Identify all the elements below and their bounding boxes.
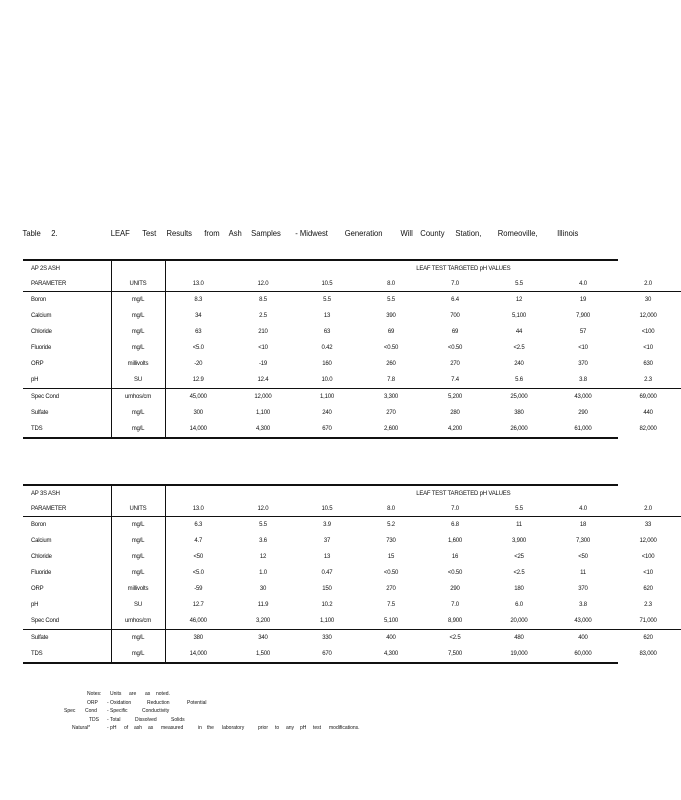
- value-cell: 19: [579, 297, 587, 303]
- value-cell: 4,300: [383, 651, 398, 657]
- note-word: measured: [161, 725, 184, 731]
- parameter-cell: Fluoride: [31, 345, 52, 351]
- note-word: are: [129, 691, 137, 697]
- value-cell: 43,000: [551, 389, 615, 406]
- units-cell: mg/L: [111, 630, 165, 647]
- value-cell: 6.4: [451, 297, 459, 303]
- parameter-cell: Calcium: [31, 313, 52, 319]
- note-word: Natural*: [72, 725, 91, 731]
- table-row: [23, 292, 681, 309]
- results-table-ap2s: [23, 259, 657, 439]
- sample-label: AP 2S ASH: [31, 265, 60, 272]
- note-word: Units: [110, 691, 122, 697]
- value-cell: 5.5: [259, 522, 267, 528]
- column-header-row: [23, 276, 681, 292]
- value-cell: 270: [450, 361, 460, 367]
- value-cell: 2.5: [259, 313, 267, 319]
- value-cell: 290: [578, 410, 588, 416]
- note-word: modifications.: [329, 725, 360, 731]
- note-word: in: [198, 725, 202, 731]
- note-word: the: [207, 725, 214, 731]
- value-cell: 26,000: [510, 426, 528, 432]
- value-cell: 5.2: [387, 522, 395, 528]
- value-cell: 18: [579, 522, 587, 528]
- value-cell: 6.3: [194, 522, 203, 528]
- value-cell: <0.50: [447, 345, 463, 351]
- note-word: Solids: [171, 716, 185, 723]
- value-cell: <50: [578, 554, 588, 560]
- value-cell: 61,000: [574, 426, 592, 432]
- value-cell: 4,200: [447, 426, 462, 432]
- ph-column-header: 5.5: [487, 276, 551, 292]
- value-cell: 33: [644, 522, 652, 528]
- value-cell: 3.8: [579, 602, 587, 608]
- value-cell: 160: [322, 361, 332, 367]
- value-cell: 1,500: [255, 651, 270, 657]
- note-word: ORP: [87, 699, 98, 706]
- value-cell: 15: [387, 554, 395, 560]
- value-cell: <0.50: [383, 570, 399, 576]
- value-cell: -19: [258, 361, 268, 367]
- units-cell: mg/L: [111, 421, 165, 437]
- parameter-cell: Boron: [31, 297, 47, 303]
- caption-word: Results: [166, 228, 193, 238]
- units-cell: mg/L: [111, 340, 165, 356]
- ph-column-header: 12.0: [231, 501, 295, 517]
- caption-word: from: [204, 228, 220, 238]
- value-cell: 0.47: [321, 570, 333, 576]
- table-row: [23, 340, 681, 356]
- parameter-cell: Chloride: [31, 329, 52, 335]
- note-word: pH: [300, 725, 307, 731]
- value-cell: <5.0: [192, 570, 204, 576]
- value-cell: 16: [451, 554, 459, 560]
- units-cell: mg/L: [111, 565, 165, 581]
- value-cell: 7.5: [387, 602, 395, 608]
- table-row: [23, 308, 681, 324]
- table-row: [23, 597, 681, 613]
- units-cell: umhos/cm: [111, 389, 165, 406]
- value-cell: 10.2: [321, 602, 333, 608]
- note-word: Reduction: [147, 699, 170, 706]
- value-cell: 12: [259, 554, 267, 560]
- value-cell: 7.0: [451, 602, 459, 608]
- value-cell: 7.4: [451, 377, 459, 383]
- note-word: TDS: [89, 716, 99, 723]
- value-cell: <10: [643, 570, 653, 576]
- note-word: as: [148, 725, 154, 731]
- value-cell: 400: [551, 630, 615, 647]
- value-cell: 5.6: [515, 377, 523, 383]
- value-cell: 3,300: [359, 389, 423, 406]
- parameter-cell: pH: [31, 377, 39, 383]
- caption-table-number: 2.: [51, 228, 58, 238]
- value-cell: 2.3: [644, 377, 652, 383]
- table-header-row: [23, 486, 681, 501]
- value-cell: 670: [322, 651, 332, 657]
- value-cell: 290: [450, 586, 460, 592]
- value-cell: 69: [451, 329, 459, 335]
- value-cell: 34: [195, 313, 202, 319]
- value-cell: 12.4: [257, 377, 269, 383]
- value-cell: <25: [514, 554, 524, 560]
- value-cell: 5.5: [323, 297, 331, 303]
- value-cell: 370: [578, 586, 588, 592]
- value-cell: 8.5: [259, 297, 267, 303]
- value-cell: 13: [323, 554, 331, 560]
- value-cell: 12,000: [231, 389, 295, 406]
- value-cell: 5.5: [387, 297, 395, 303]
- parameter-cell: ORP: [31, 586, 44, 592]
- units-spacer: [111, 261, 165, 276]
- column-header-row: [23, 501, 681, 517]
- value-cell: 670: [322, 426, 332, 432]
- value-cell: <100: [641, 329, 655, 335]
- value-cell: 63: [323, 329, 331, 335]
- note-word: Cond: [85, 708, 97, 714]
- value-cell: 240: [322, 410, 332, 416]
- value-cell: 69: [387, 329, 395, 335]
- value-cell: 480: [487, 630, 551, 647]
- note-word: ash: [134, 725, 143, 731]
- parameter-header: PARAMETER: [23, 276, 111, 292]
- value-cell: 270: [386, 410, 396, 416]
- table-row: [23, 372, 681, 389]
- ph-column-header: 4.0: [551, 276, 615, 292]
- note-word: Dissolved: [135, 716, 157, 723]
- ph-column-header: 12.0: [231, 276, 295, 292]
- caption-word: Romeoville,: [497, 228, 538, 238]
- value-cell: 210: [258, 329, 268, 335]
- parameter-header: PARAMETER: [23, 501, 111, 517]
- units-cell: mg/L: [111, 405, 165, 421]
- units-cell: millivolts: [111, 356, 165, 372]
- value-cell: 37: [323, 538, 331, 544]
- value-cell: 1,100: [255, 410, 270, 416]
- value-cell: 25,000: [487, 389, 551, 406]
- units-cell: SU: [111, 597, 165, 613]
- value-cell: 270: [386, 586, 396, 592]
- value-cell: 340: [231, 630, 295, 647]
- ph-column-header: 7.0: [423, 501, 487, 517]
- value-cell: 3.6: [259, 538, 267, 544]
- caption-table-label: Table: [22, 228, 41, 238]
- value-cell: 14,000: [189, 651, 207, 657]
- value-cell: 1,600: [447, 538, 462, 544]
- value-cell: 83,000: [639, 651, 657, 657]
- value-cell: 19,000: [510, 651, 528, 657]
- value-cell: 4.7: [194, 538, 203, 544]
- caption-word: County: [420, 228, 445, 238]
- caption-word: Test: [142, 228, 157, 238]
- ph-column-header: 10.5: [295, 276, 359, 292]
- value-cell: <2.5: [513, 570, 525, 576]
- table-row: [23, 324, 681, 340]
- value-cell: <50: [193, 554, 204, 560]
- note-word: - Specific: [107, 708, 128, 714]
- value-cell: 700: [450, 313, 460, 319]
- table-row: [23, 533, 681, 549]
- value-cell: 46,000: [189, 618, 207, 624]
- value-cell: 30: [644, 297, 652, 303]
- parameter-cell: Fluoride: [31, 570, 52, 576]
- value-cell: 69,000: [615, 389, 681, 406]
- value-cell: 380: [165, 630, 231, 647]
- value-cell: 440: [643, 410, 653, 416]
- note-word: to: [275, 725, 280, 731]
- group-header: LEAF TEST TARGETED pH VALUES: [416, 265, 511, 272]
- units-cell: mg/L: [111, 308, 165, 324]
- caption-word: Illinois: [557, 228, 579, 238]
- value-cell: 7,300: [575, 538, 590, 544]
- value-cell: 63: [195, 329, 202, 335]
- note-word: Potential: [187, 699, 207, 706]
- value-cell: 7.8: [387, 377, 395, 383]
- value-cell: -59: [194, 586, 203, 592]
- parameter-cell: Sulfate: [31, 410, 49, 416]
- value-cell: 8.3: [194, 297, 203, 303]
- value-cell: 6.8: [451, 522, 459, 528]
- value-cell: 13: [323, 313, 331, 319]
- table-row: [23, 630, 681, 647]
- caption-word: Ash: [228, 228, 242, 238]
- caption-word: LEAF: [110, 228, 130, 238]
- value-cell: <0.50: [447, 570, 463, 576]
- value-cell: <10: [643, 345, 653, 351]
- caption-word: Generation: [344, 228, 383, 238]
- ph-column-header: 2.0: [615, 501, 681, 517]
- table-row: [23, 646, 681, 662]
- value-cell: 730: [386, 538, 396, 544]
- value-cell: 260: [386, 361, 396, 367]
- value-cell: 60,000: [574, 651, 592, 657]
- value-cell: 4,300: [255, 426, 270, 432]
- value-cell: <100: [641, 554, 655, 560]
- value-cell: 82,000: [639, 426, 657, 432]
- table-row: [23, 549, 681, 565]
- ph-column-header: 2.0: [615, 276, 681, 292]
- value-cell: 5,200: [423, 389, 487, 406]
- units-header: UNITS: [111, 276, 165, 292]
- units-cell: millivolts: [111, 581, 165, 597]
- note-word: as: [145, 691, 151, 697]
- ph-column-header: 7.0: [423, 276, 487, 292]
- parameter-cell: Spec Cond: [23, 389, 111, 406]
- note-word: any: [286, 725, 295, 731]
- ph-column-header: 5.5: [487, 501, 551, 517]
- caption-word: Station,: [455, 228, 482, 238]
- value-cell: 1,100: [295, 389, 359, 406]
- table-caption: [0, 228, 579, 242]
- value-cell: 43,000: [574, 618, 592, 624]
- note-word: of: [124, 725, 129, 731]
- sample-label: AP 3S ASH: [31, 490, 60, 497]
- units-spacer: [111, 486, 165, 501]
- table-row: [23, 613, 681, 630]
- value-cell: 300: [193, 410, 203, 416]
- parameter-cell: Calcium: [31, 538, 52, 544]
- value-cell: 3.8: [579, 377, 587, 383]
- units-cell: mg/L: [111, 517, 165, 534]
- value-cell: 370: [578, 361, 588, 367]
- units-cell: mg/L: [111, 549, 165, 565]
- units-cell: mg/L: [111, 292, 165, 309]
- value-cell: 71,000: [639, 618, 657, 624]
- value-cell: 3,900: [511, 538, 526, 544]
- parameter-cell: TDS: [31, 651, 43, 657]
- value-cell: 180: [514, 586, 524, 592]
- value-cell: 57: [579, 329, 587, 335]
- table-header-row: [23, 261, 681, 276]
- value-cell: 11.9: [257, 602, 269, 608]
- caption-word: Samples: [251, 228, 281, 238]
- note-word: Conductivity: [142, 708, 170, 714]
- value-cell: 330: [295, 630, 359, 647]
- value-cell: 12: [515, 297, 523, 303]
- value-cell: <5.0: [192, 345, 204, 351]
- units-cell: SU: [111, 372, 165, 389]
- value-cell: 1.0: [259, 570, 267, 576]
- note-word: test: [313, 725, 322, 731]
- value-cell: 7,500: [447, 651, 462, 657]
- value-cell: 390: [386, 313, 396, 319]
- ph-column-header: 13.0: [165, 501, 231, 517]
- value-cell: 2.3: [644, 602, 652, 608]
- group-header: LEAF TEST TARGETED pH VALUES: [416, 490, 511, 497]
- value-cell: 280: [450, 410, 460, 416]
- value-cell: 30: [259, 586, 267, 592]
- value-cell: 12.9: [192, 377, 204, 383]
- parameter-cell: Sulfate: [23, 630, 111, 647]
- caption-word: Will: [400, 228, 413, 238]
- value-cell: <10: [258, 345, 268, 351]
- value-cell: 44: [515, 329, 523, 335]
- parameter-cell: Boron: [31, 522, 47, 528]
- value-cell: 400: [359, 630, 423, 647]
- parameter-cell: Chloride: [31, 554, 52, 560]
- note-word: Notes:: [87, 691, 102, 697]
- value-cell: 0.42: [321, 345, 333, 351]
- caption-word: - Midwest: [295, 228, 328, 238]
- value-cell: 3.9: [323, 522, 331, 528]
- value-cell: 5,100: [511, 313, 526, 319]
- units-cell: mg/L: [111, 533, 165, 549]
- note-word: prior: [258, 725, 269, 731]
- value-cell: 630: [643, 361, 653, 367]
- table-row: [23, 517, 681, 534]
- units-header: UNITS: [111, 501, 165, 517]
- value-cell: 1,100: [319, 618, 334, 624]
- value-cell: <10: [578, 345, 588, 351]
- value-cell: 20,000: [510, 618, 528, 624]
- table-row: [23, 421, 681, 437]
- value-cell: 12,000: [639, 313, 657, 319]
- value-cell: 150: [322, 586, 332, 592]
- ph-column-header: 8.0: [359, 276, 423, 292]
- table-row: [23, 356, 681, 372]
- units-cell: mg/L: [111, 646, 165, 662]
- table-row: [23, 565, 681, 581]
- value-cell: 10.0: [321, 377, 333, 383]
- value-cell: 11: [580, 570, 586, 576]
- value-cell: 45,000: [165, 389, 231, 406]
- parameter-cell: pH: [31, 602, 39, 608]
- value-cell: <0.50: [383, 345, 399, 351]
- note-word: - pH: [107, 725, 117, 731]
- ph-column-header: 13.0: [165, 276, 231, 292]
- note-word: - Total: [107, 716, 121, 723]
- results-table-ap3s: [23, 484, 657, 664]
- note-word: laboratory: [222, 725, 245, 731]
- note-word: noted.: [156, 691, 170, 697]
- parameter-cell: ORP: [31, 361, 44, 367]
- table-row: [23, 405, 681, 421]
- ph-column-header: 4.0: [551, 501, 615, 517]
- units-cell: umhos/cm: [111, 613, 165, 630]
- parameter-cell: TDS: [31, 426, 43, 432]
- value-cell: 6.0: [515, 602, 523, 608]
- table-row: [23, 389, 681, 406]
- note-word: Spec: [64, 708, 76, 714]
- value-cell: 240: [514, 361, 524, 367]
- value-cell: 8,900: [447, 618, 462, 624]
- value-cell: 12,000: [639, 538, 657, 544]
- value-cell: <2.5: [423, 630, 487, 647]
- value-cell: <2.5: [513, 345, 525, 351]
- value-cell: -20: [194, 361, 203, 367]
- value-cell: 620: [643, 586, 653, 592]
- parameter-cell: Spec Cond: [31, 618, 59, 624]
- table-row: [23, 581, 681, 597]
- ph-column-header: 10.5: [295, 501, 359, 517]
- value-cell: 620: [615, 630, 681, 647]
- value-cell: 3,200: [255, 618, 270, 624]
- note-word: - Oxidation: [107, 699, 132, 706]
- value-cell: 11: [516, 522, 522, 528]
- value-cell: 7,900: [575, 313, 590, 319]
- value-cell: 12.7: [192, 602, 204, 608]
- value-cell: 5,100: [383, 618, 398, 624]
- units-cell: mg/L: [111, 324, 165, 340]
- ph-column-header: 8.0: [359, 501, 423, 517]
- value-cell: 2,600: [383, 426, 398, 432]
- value-cell: 380: [514, 410, 524, 416]
- value-cell: 14,000: [189, 426, 207, 432]
